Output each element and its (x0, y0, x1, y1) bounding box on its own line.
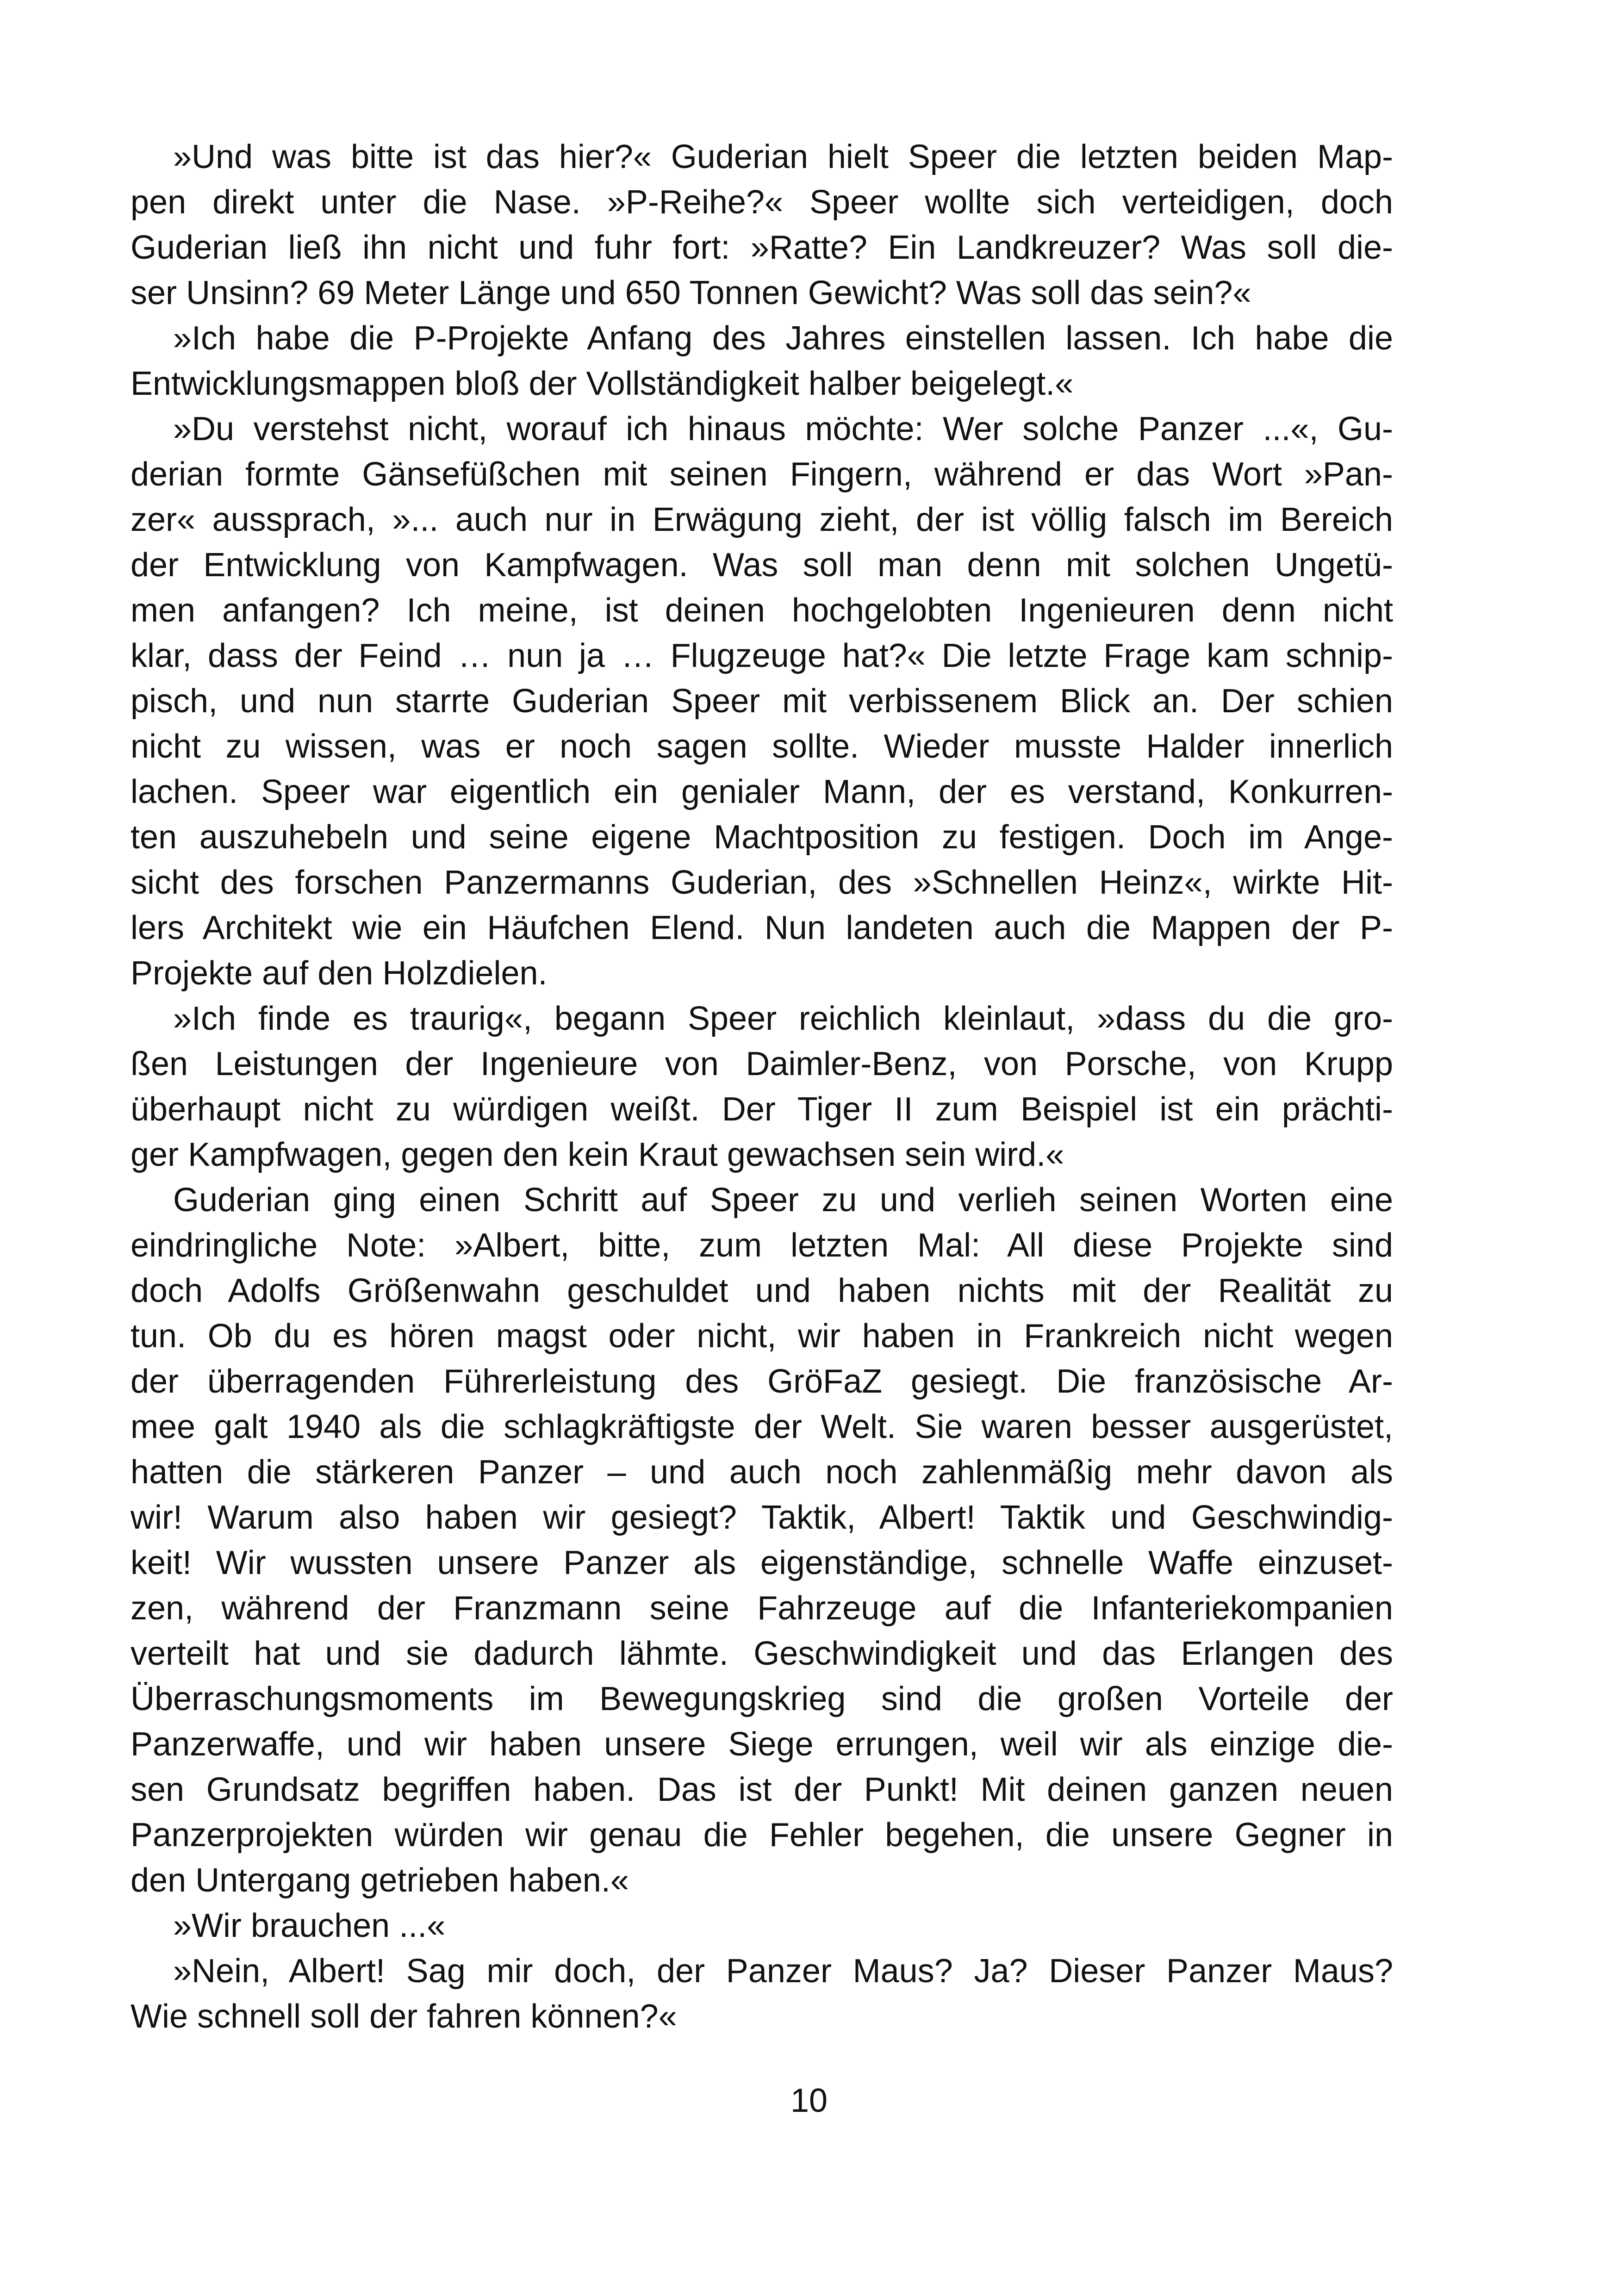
text-line: verteilt hat und sie dadurch lähmte. Geschwindigkeit und das Erlangen des (131, 1635, 1393, 1672)
page-number: 10 (790, 2082, 828, 2119)
text-line: ger Kampfwagen, gegen den kein Kraut gewachsen sein wird.« (131, 1136, 1064, 1173)
body-text (131, 134, 1393, 2039)
text-line: »Ich habe die P-Projekte Anfang des Jahres einstellen lassen. Ich habe die (173, 320, 1393, 357)
text-line: Panzerwaffe, und wir haben unsere Siege errungen, weil wir als einzige die- (131, 1726, 1393, 1763)
text-line: klar, dass der Feind … nun ja … Flugzeuge hat?« Die letzte Frage kam schnip- (131, 637, 1393, 674)
text-line: lachen. Speer war eigentlich ein genialer Mann, der es verstand, Konkurren- (131, 773, 1393, 810)
text-line: Guderian ging einen Schritt auf Speer zu und verlieh seinen Worten eine (173, 1182, 1393, 1219)
text-line: eindringliche Note: »Albert, bitte, zum letzten Mal: All diese Projekte sind (131, 1227, 1393, 1264)
text-line: men anfangen? Ich meine, ist deinen hochgelobten Ingenieuren denn nicht (131, 592, 1393, 629)
text-line: Wie schnell soll der fahren können?« (131, 1998, 677, 2035)
text-line: Überraschungsmoments im Bewegungskrieg sind die großen Vorteile der (131, 1680, 1393, 1717)
text-line: mee galt 1940 als die schlagkräftigste der Welt. Sie waren besser ausgerüstet, (131, 1408, 1393, 1445)
text-line: zer« aussprach, »... auch nur in Erwägung zieht, der ist völlig falsch im Bereich (131, 501, 1393, 538)
text-line: lers Architekt wie ein Häufchen Elend. Nun landeten auch die Mappen der P- (131, 909, 1393, 946)
text-line: tun. Ob du es hören magst oder nicht, wir haben in Frankreich nicht wegen (131, 1318, 1393, 1355)
text-line: ßen Leistungen der Ingenieure von Daimler-Benz, von Porsche, von Krupp (131, 1045, 1393, 1083)
text-line: hatten die stärkeren Panzer – und auch noch zahlenmäßig mehr davon als (131, 1454, 1393, 1491)
text-line: derian formte Gänsefüßchen mit seinen Fingern, während er das Wort »Pan- (131, 456, 1393, 493)
text-line: den Untergang getrieben haben.« (131, 1862, 629, 1899)
text-line: nicht zu wissen, was er noch sagen sollte. Wieder musste Halder innerlich (131, 728, 1393, 765)
text-line: überhaupt nicht zu würdigen weißt. Der Tiger II zum Beispiel ist ein prächti- (131, 1091, 1393, 1128)
text-line: ser Unsinn? 69 Meter Länge und 650 Tonnen Gewicht? Was soll das sein?« (131, 274, 1251, 311)
text-line: keit! Wir wussten unsere Panzer als eigenständige, schnelle Waffe einzuset- (131, 1544, 1393, 1581)
text-line: ten auszuhebeln und seine eigene Machtposition zu festigen. Doch im Ange- (131, 819, 1393, 856)
text-line: »Wir brauchen ...« (173, 1907, 446, 1944)
text-line: Projekte auf den Holzdielen. (131, 955, 548, 992)
text-line: »Du verstehst nicht, worauf ich hinaus möchte: Wer solche Panzer ...«, Gu- (173, 411, 1393, 448)
text-line: der überragenden Führerleistung des GröFaZ gesiegt. Die französische Ar- (131, 1363, 1393, 1400)
text-line: Guderian ließ ihn nicht und fuhr fort: »Ratte? Ein Landkreuzer? Was soll die- (131, 229, 1393, 266)
text-line: sicht des forschen Panzermanns Guderian, des »Schnellen Heinz«, wirkte Hit- (131, 864, 1393, 901)
text-line: »Und was bitte ist das hier?« Guderian hielt Speer die letzten beiden Map- (173, 138, 1393, 175)
text-line: »Nein, Albert! Sag mir doch, der Panzer Maus? Ja? Dieser Panzer Maus? (173, 1953, 1393, 1990)
text-line: Panzerprojekten würden wir genau die Fehler begehen, die unsere Gegner in (131, 1817, 1393, 1854)
text-line: pisch, und nun starrte Guderian Speer mit verbissenem Blick an. Der schien (131, 683, 1393, 720)
text-line: sen Grundsatz begriffen haben. Das ist der Punkt! Mit deinen ganzen neuen (131, 1771, 1393, 1808)
text-line: pen direkt unter die Nase. »P-Reihe?« Speer wollte sich verteidigen, doch (131, 184, 1393, 221)
text-line: der Entwicklung von Kampfwagen. Was soll man denn mit solchen Ungetü- (131, 547, 1393, 584)
text-line: »Ich finde es traurig«, begann Speer reichlich kleinlaut, »dass du die gro- (173, 1000, 1393, 1037)
text-line: doch Adolfs Größenwahn geschuldet und haben nichts mit der Realität zu (131, 1272, 1393, 1309)
text-line: zen, während der Franzmann seine Fahrzeuge auf die Infanteriekompanien (131, 1590, 1393, 1627)
text-line: Entwicklungsmappen bloß der Vollständigkeit halber beigelegt.« (131, 365, 1074, 402)
text-line: wir! Warum also haben wir gesiegt? Taktik, Albert! Taktik und Geschwindig- (131, 1499, 1393, 1536)
